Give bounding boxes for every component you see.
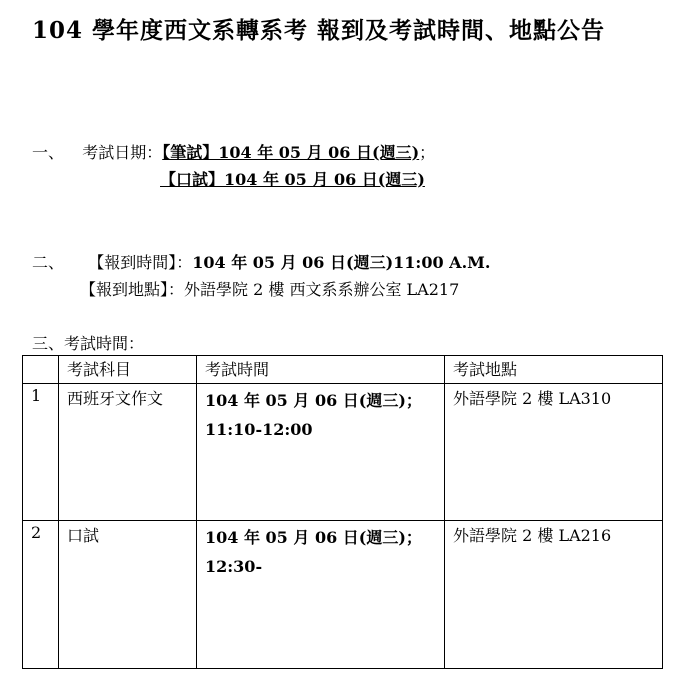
row-subject: 口試 (59, 521, 197, 669)
checkin-place-label: 【報到地點】： (80, 280, 185, 299)
checkin-time-line (32, 250, 490, 273)
row-time (197, 521, 445, 669)
table-row (23, 521, 663, 669)
written-exam-date: 【筆試】104 年 05 月 06 日(週三) (162, 143, 420, 162)
exam-date-line (32, 140, 435, 163)
exam-date-label: 考試日期： (82, 143, 163, 162)
row-subject: 西班牙文作文 (59, 384, 197, 521)
oral-exam-date: 【口試】104 年 05 月 06 日(週三) (160, 170, 425, 189)
exam-schedule-table (22, 355, 663, 669)
oral-exam-line (160, 167, 425, 190)
section-1-number: 一、 (32, 143, 65, 162)
checkin-place-value: 外語學院 2 樓 西文系系辦公室 LA217 (184, 280, 460, 299)
header-place: 考試地點 (445, 356, 663, 384)
row-number: 1 (23, 384, 59, 521)
row-place: 外語學院 2 樓 LA216 (445, 521, 663, 669)
row-place: 外語學院 2 樓 LA310 (445, 384, 663, 521)
checkin-time-label: 【報到時間】： (88, 253, 193, 272)
table-header-row (23, 356, 663, 384)
page-title: 104 學年度西文系轉系考 報到及考試時間、地點公告 (32, 17, 606, 44)
row-time (197, 384, 445, 521)
exam-date-separator: ； (419, 143, 436, 162)
row-number: 2 (23, 521, 59, 669)
row-date: 104 年 05 月 06 日(週三)； (205, 391, 422, 410)
header-time: 考試時間 (197, 356, 445, 384)
header-subject: 考試科目 (59, 356, 197, 384)
checkin-place-line (80, 277, 459, 300)
section-3-label: 三、考試時間： (32, 334, 145, 353)
row-date: 104 年 05 月 06 日(週三)； (205, 528, 422, 547)
header-number (23, 356, 59, 384)
table-row (23, 384, 663, 521)
section-2-number: 二、 (32, 253, 65, 272)
row-time-range: 12:30- (205, 557, 263, 576)
checkin-time-value: 104 年 05 月 06 日(週三)11:00 A.M. (192, 253, 491, 272)
row-time-range: 11:10-12:00 (205, 420, 313, 439)
